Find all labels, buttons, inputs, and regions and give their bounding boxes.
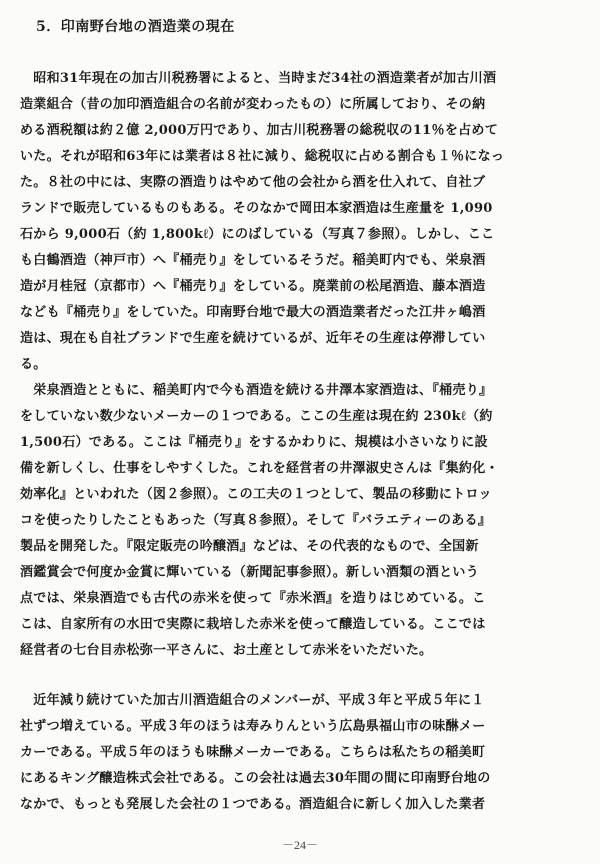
- paragraph-1-line-2: 造業組合（昔の加印酒造組合の名前が変わったもの）に所属しており、その納: [20, 97, 486, 112]
- paragraph-1-line-12: る。: [20, 357, 47, 372]
- paragraph-1-line-7: 石から 9,000石（約 1,800kℓ）にのばしている（写真７参照）。しかし、ここ: [20, 227, 495, 242]
- paragraph-2-line-3: 1,500石）である。ここは『桶売り』をするかわりに、規模は小さいなりに設: [20, 435, 488, 450]
- paragraph-1-line-10: なども『桶売り』をしていた。印南野台地で最大の酒造業者だった江井ヶ嶋酒: [20, 305, 486, 320]
- paragraph-3-line-2: 社ずつ増えている。平成３年のほうは寿みりんという広島県福山市の味醂メー: [20, 719, 486, 734]
- paragraph-1-line-6: ランドで販売しているものもある。そのなかで岡田本家酒造は生産量を 1,090: [20, 201, 493, 216]
- paragraph-3-line-1: 近年減り続けていた加古川酒造組合のメンバーが、平成３年と平成５年に１: [20, 693, 485, 708]
- section-heading: 5．印南野台地の酒造業の現在: [36, 19, 235, 35]
- paragraph-2-line-8: 酒鑑賞会で何度か金賞に輝いている（新聞記事参照）。新しい酒類の酒という: [20, 565, 480, 580]
- paragraph-3-line-4: にあるキング醸造株式会社である。この会社は過去30年間の間に印南野台地の: [20, 771, 491, 786]
- paragraph-1-line-4: いた。それが昭和63年には業者は８社に減り、総税収に占める割合も１％になっ: [20, 149, 505, 164]
- paragraph-1-line-11: 造は、現在も自社ブランドで生産を続けているが、近年その生産は停滞してい: [20, 331, 486, 346]
- paragraph-2-line-7: 製品を開発した。『限定販売の吟醸酒』などは、その代表的なもので、全国新: [20, 539, 479, 554]
- paragraph-1-line-9: 造が月桂冠（京都市）へ『桶売り』をしている。廃業前の松尾酒造、藤本酒造: [20, 279, 486, 294]
- paragraph-2-line-4: 備を新しくし、仕事をしやすくした。これを経営者の井澤淑史さんは『集約化・: [20, 461, 499, 476]
- paragraph-1-line-5: た。８社の中には、実際の酒造りはやめて他の会社から酒を仕入れて、自社ブ: [20, 175, 486, 190]
- paragraph-2-line-10: こは、自家所有の水田で実際に栽培した赤米を使って醸造している。ここでは: [20, 617, 486, 632]
- page-number: －24－: [281, 838, 318, 852]
- paragraph-2-line-9: 点では、栄泉酒造でも古代の赤米を使って『赤米酒』を造りはじめている。こ: [20, 591, 486, 606]
- paragraph-2-line-5: 効率化』といわれた（図２参照）。この工夫の１つとして、製品の移動にトロッ: [20, 487, 492, 502]
- paragraph-2-line-11: 経営者の七台目赤松弥一平さんに、お土産として赤米をいただいた。: [20, 643, 433, 658]
- paragraph-3-line-3: カーである。平成５年のほうも味醂メーカーである。こちらは私たちの稲美町: [20, 745, 486, 760]
- paragraph-1-line-1: 昭和31年現在の加古川税務署によると、当時まだ34社の酒造業者が加古川酒: [20, 71, 497, 86]
- paragraph-1-line-3: める酒税額は約２億 2,000万円であり、加古川税務署の総税収の11％を占めて: [20, 123, 499, 138]
- paragraph-2-line-1: 栄泉酒造とともに、稲美町内で今も酒造を続ける井澤本家酒造は、『桶売り』: [20, 383, 493, 398]
- paragraph-1-line-8: も白鶴酒造（神戸市）へ『桶売り』をしているそうだ。稲美町内でも、栄泉酒: [20, 253, 486, 268]
- paragraph-2-line-6: コを使ったりしたこともあった（写真８参照）。そして『バラエティーのある』: [20, 513, 492, 528]
- paragraph-3-line-5: なかで、もっとも発展した会社の１つである。酒造組合に新しく加入した業者: [20, 797, 486, 812]
- paragraph-2-line-2: をしていない数少ないメーカーの１つである。ここの生産は現在約 230kℓ（約: [20, 409, 493, 424]
